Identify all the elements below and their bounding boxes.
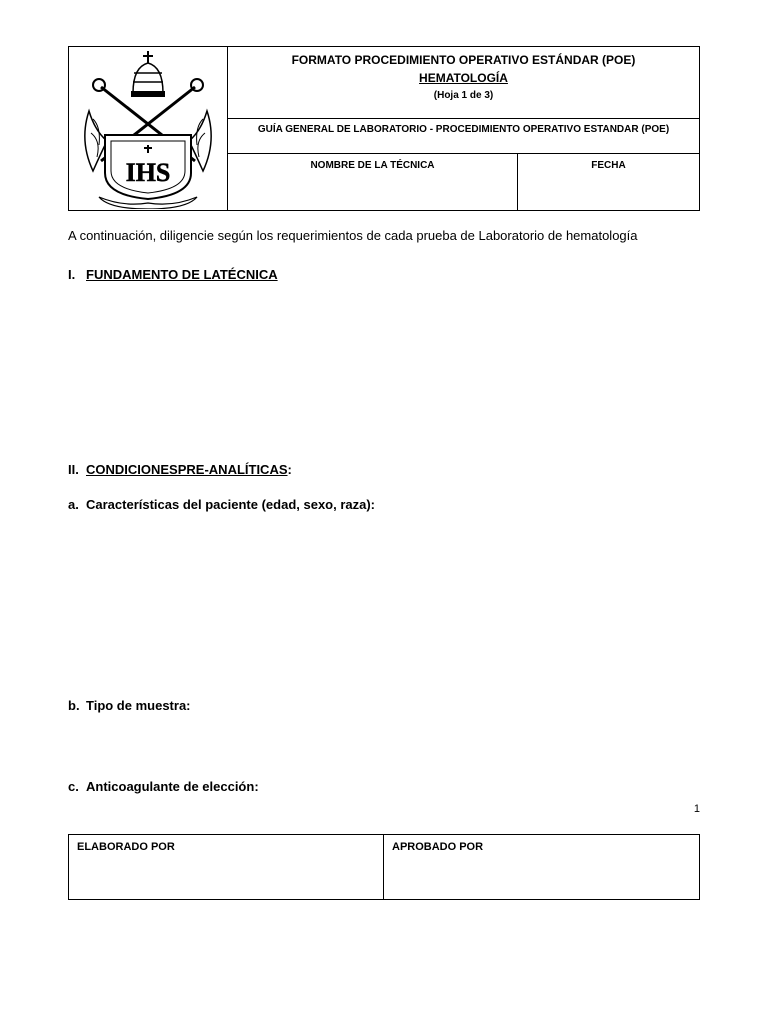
approved-by-label: APROBADO POR bbox=[392, 841, 484, 853]
sheet-indicator: (Hoja 1 de 3) bbox=[433, 90, 494, 101]
subsection-title: Tipo de muestra: bbox=[86, 698, 191, 713]
subsection-letter: c. bbox=[68, 779, 79, 794]
guide-cell: GUÍA GENERAL DE LABORATORIO - PROCEDIMIENTO OPERATIVO ESTANDAR (POE) bbox=[228, 119, 699, 154]
subsection-sample bbox=[68, 698, 191, 713]
technique-name-field[interactable] bbox=[228, 154, 518, 210]
subsection-patient bbox=[68, 497, 375, 512]
title-cell bbox=[228, 47, 699, 119]
elaborated-by-label: ELABORADO POR bbox=[77, 841, 175, 853]
section-fundamento bbox=[68, 267, 278, 282]
elaborated-by-field[interactable] bbox=[69, 835, 384, 899]
document-title: FORMATO PROCEDIMIENTO OPERATIVO ESTÁNDAR (POE) bbox=[291, 53, 636, 67]
subsection-title: Anticoagulante de elección: bbox=[86, 779, 259, 794]
section-title: FUNDAMENTO DE LATÉCNICA bbox=[86, 267, 278, 282]
footer-table bbox=[68, 834, 700, 900]
section-title: CONDICIONESPRE-ANALÍTICAS bbox=[86, 462, 288, 477]
logo-cell bbox=[69, 47, 228, 210]
crest-logo-icon bbox=[77, 49, 219, 209]
approved-by-field[interactable] bbox=[384, 835, 699, 899]
page-number: 1 bbox=[693, 803, 700, 815]
header-table bbox=[68, 46, 700, 211]
section-number: I. bbox=[68, 267, 76, 282]
subsection-title: Características del paciente (edad, sexo, raza): bbox=[86, 497, 376, 512]
section-number: II. bbox=[68, 462, 79, 477]
section-suffix: : bbox=[287, 462, 292, 477]
document-subtitle: HEMATOLOGÍA bbox=[419, 71, 508, 85]
subsection-letter: b. bbox=[68, 698, 80, 713]
subsection-letter: a. bbox=[68, 497, 79, 512]
date-label: FECHA bbox=[591, 160, 626, 171]
technique-name-label: NOMBRE DE LA TÉCNICA bbox=[310, 160, 435, 171]
intro-text: A continuación, diligencie según los requerimientos de cada prueba de Laboratorio de hematología bbox=[68, 228, 638, 243]
subsection-anticoagulant bbox=[68, 779, 259, 794]
logo-monogram: IHS bbox=[125, 157, 171, 187]
section-condiciones bbox=[68, 462, 292, 477]
date-field[interactable] bbox=[518, 154, 699, 210]
